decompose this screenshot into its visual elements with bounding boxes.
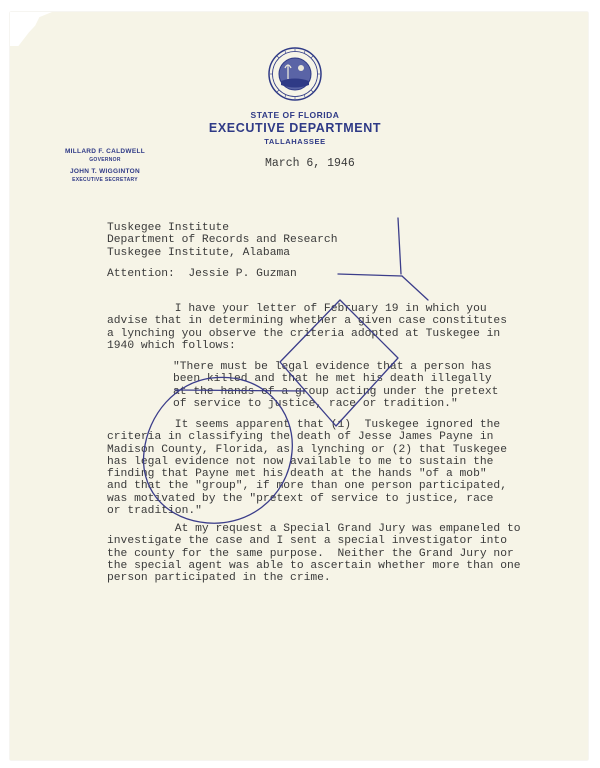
- secretary-name: JOHN T. WIGGINTON: [70, 168, 140, 175]
- recipient-address: Tuskegee Institute Department of Records and Research Tuskegee Institute, Alabama: [107, 222, 338, 259]
- paragraph-2: It seems apparent that (1) Tuskegee ignored the criteria in classifying the death of Jesse James Payne in Madison County, Florida, as a lynching or (2) that Tuskegee has legal evidence not now available to me to sustain the finding that Payne met his death at the hands "of a mob" and that the "group", if more than one person participated, was motivated by the "pretext of service to justice, race or tradition.": [107, 419, 507, 518]
- quoted-criteria: "There must be legal evidence that a person has been killed and that he met his death illegally at the hands of a group acting under the pretext of service to justice, race or tradition.": [173, 361, 499, 410]
- letter-date: March 6, 1946: [265, 157, 355, 170]
- secretary-title: EXECUTIVE SECRETARY: [72, 177, 138, 183]
- florida-seal-icon: [268, 47, 322, 101]
- paragraph-1: I have your letter of February 19 in which you advise that in determining whether a given case constitutes a lynching you observe the criteria adopted at Tuskegee in 1940 which follows:: [107, 303, 507, 352]
- letterhead-city: TALLAHASSEE: [264, 137, 326, 146]
- letterhead-state: STATE OF FLORIDA: [250, 110, 340, 120]
- attention-line: Attention: Jessie P. Guzman: [107, 268, 297, 280]
- paragraph-3: At my request a Special Grand Jury was empaneled to investigate the case and I sent a special investigator into the county for the same purpose. Neither the Grand Jury nor the special agent was able to ascertain whether more than one person participated in the crime.: [107, 523, 521, 585]
- letterhead-department: EXECUTIVE DEPARTMENT: [208, 121, 382, 135]
- governor-name: MILLARD F. CALDWELL: [64, 148, 146, 155]
- governor-title: GOVERNOR: [89, 157, 121, 163]
